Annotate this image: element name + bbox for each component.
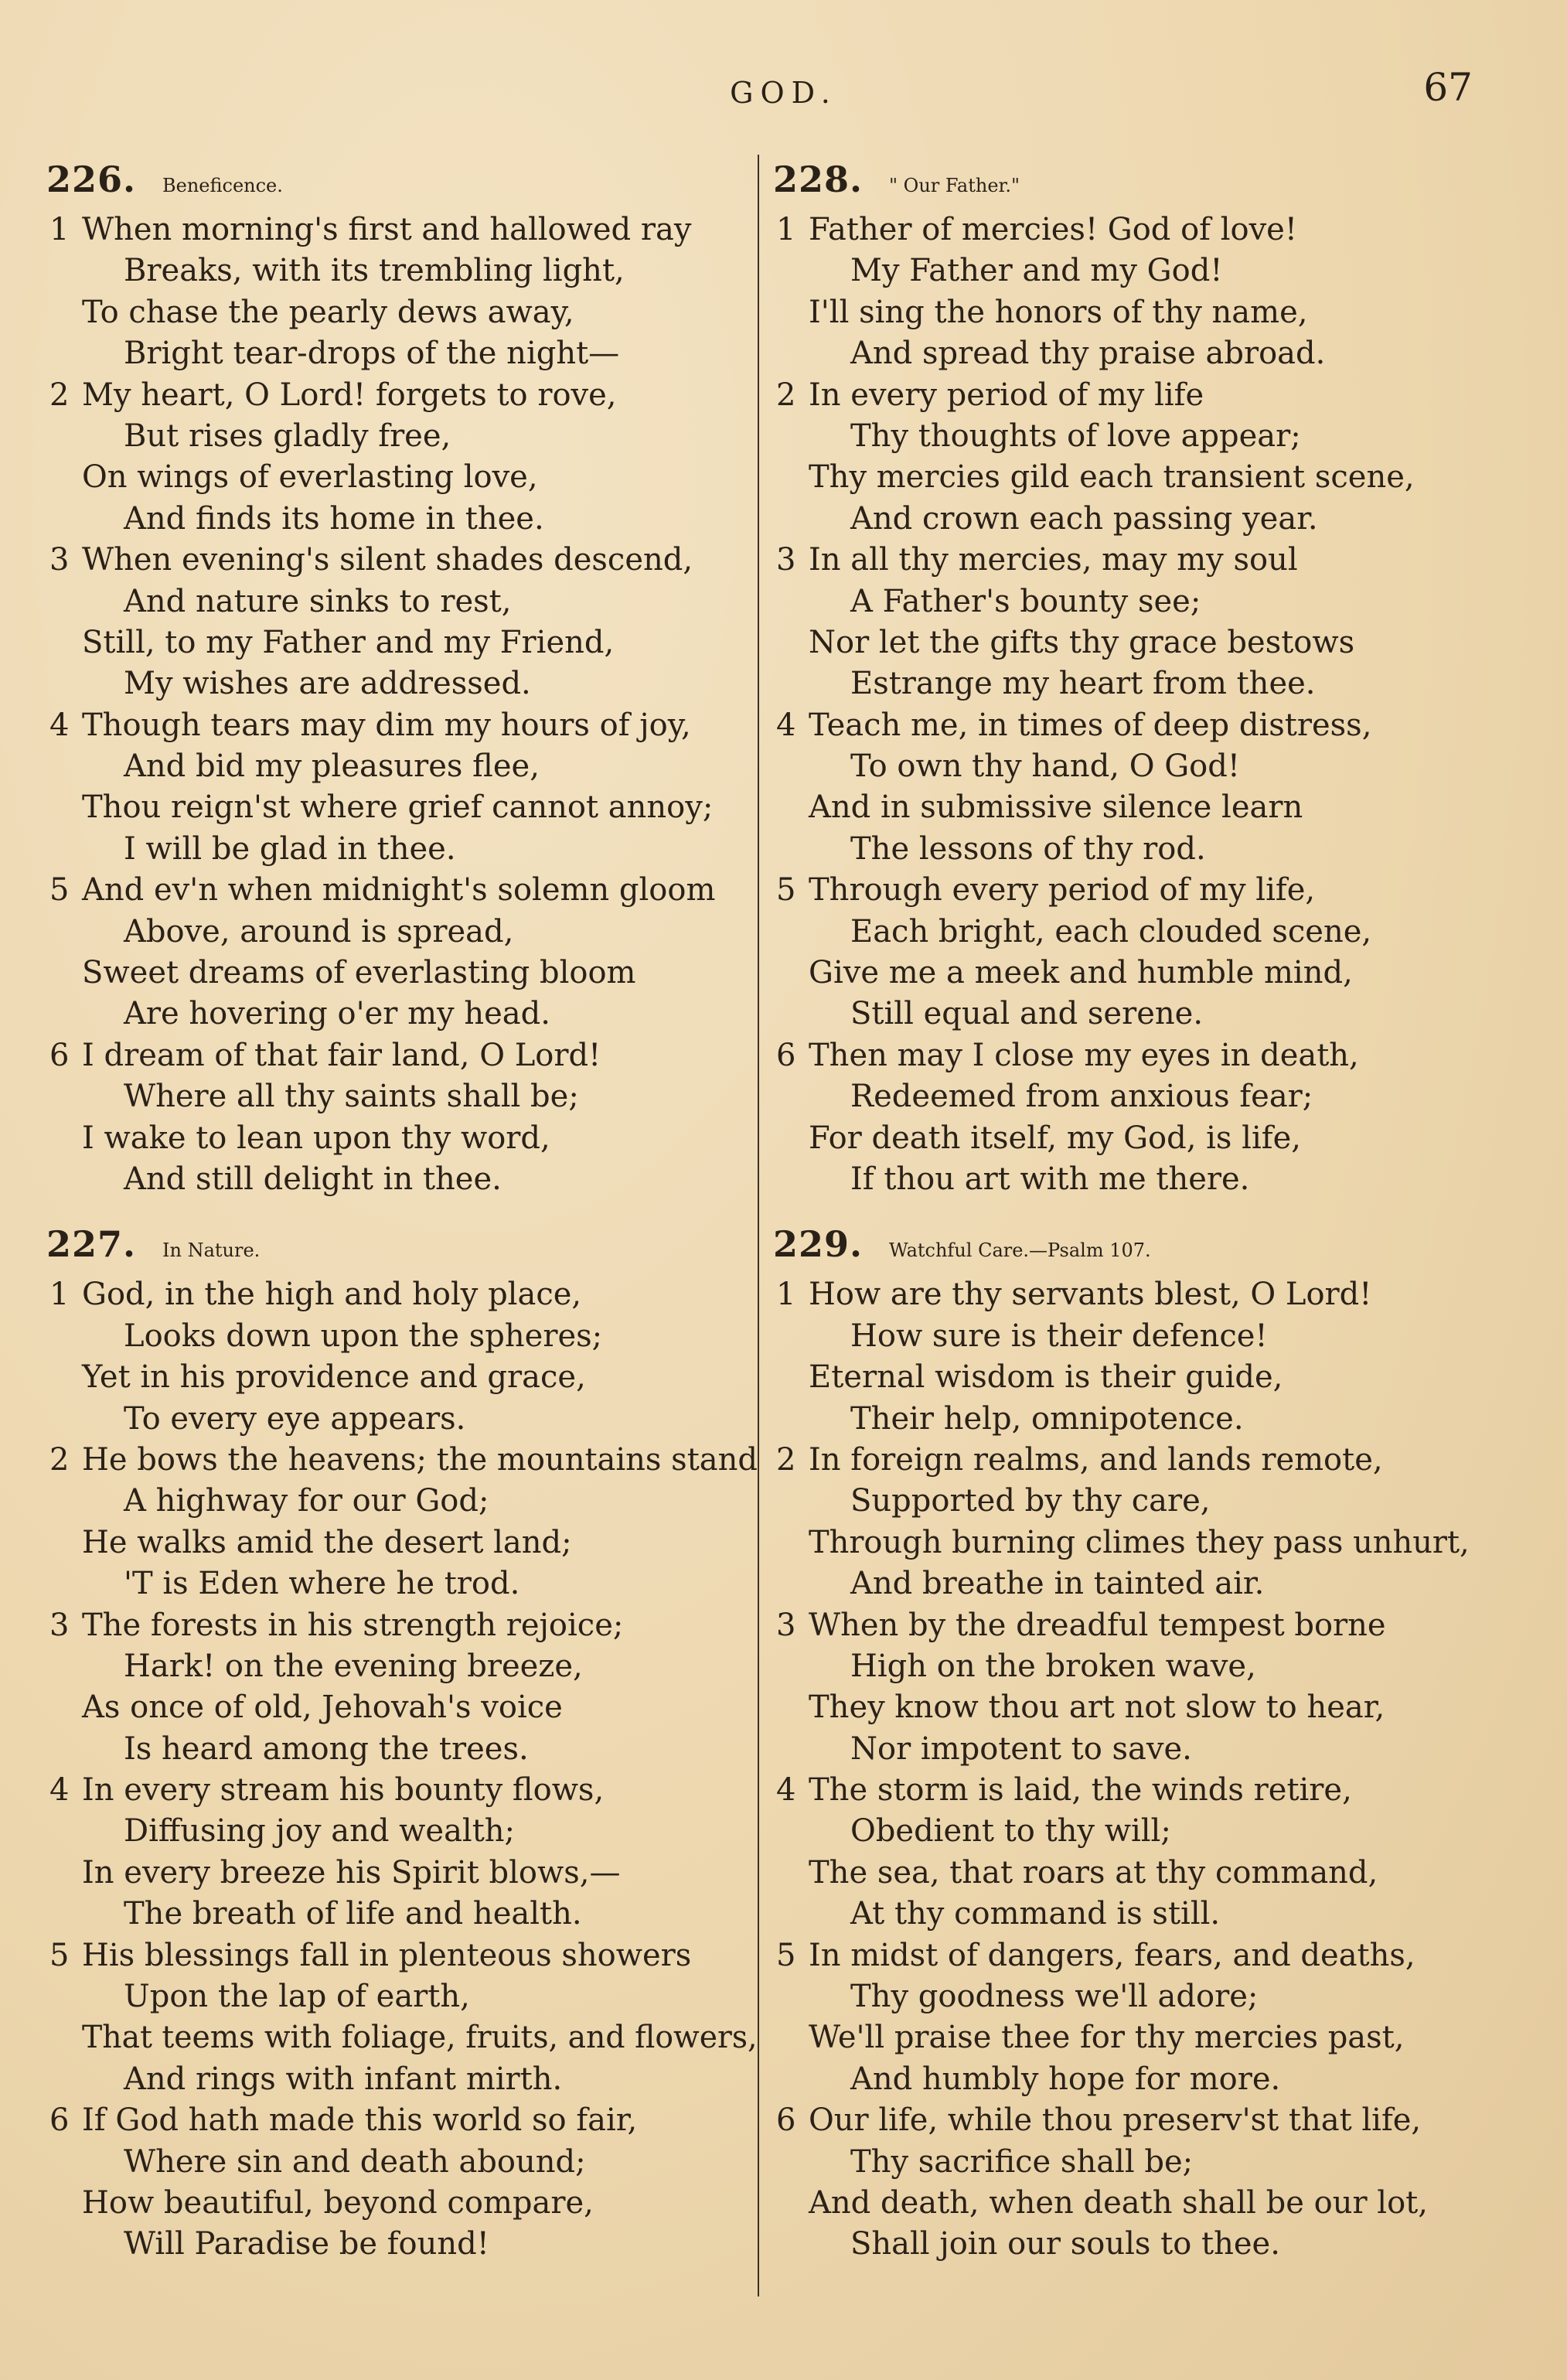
verse — [46, 1770, 758, 1935]
verse-line — [46, 1399, 758, 1440]
verse-number: 3 — [49, 542, 70, 578]
hymn — [773, 1223, 1469, 2265]
verse-line — [773, 457, 1469, 498]
verse-line-text: For death itself, my God, is life, — [809, 1120, 1301, 1156]
verse-line-text: Supported by thy care, — [850, 1483, 1211, 1519]
verse-line-text: High on the broken wave, — [850, 1648, 1256, 1684]
verse-line — [773, 333, 1469, 374]
verse — [773, 1274, 1469, 1440]
verse-line-text: When morning's first and hallowed ray — [82, 212, 692, 247]
verse-line — [46, 1605, 758, 1646]
verse-line-text: Above, around is spread, — [124, 913, 514, 950]
verse-line-text: When evening's silent shades descend, — [82, 542, 693, 578]
verse-line-text: In every stream his bounty flows, — [82, 1772, 605, 1809]
verse-number: 2 — [49, 1441, 70, 1478]
verse-line — [773, 994, 1469, 1035]
verse-line-text: Yet in his providence and grace, — [82, 1359, 586, 1396]
verse-line — [773, 1440, 1469, 1481]
verse-line — [773, 912, 1469, 953]
verse-line — [773, 499, 1469, 540]
verse-number: 1 — [49, 1277, 70, 1313]
verse-line-text: The lessons of thy rod. — [850, 830, 1206, 867]
verse-line — [46, 416, 758, 457]
verse-number: 6 — [776, 1037, 796, 1073]
hymn — [46, 159, 758, 1200]
verse-line — [773, 1770, 1469, 1811]
verse — [46, 540, 758, 705]
verse — [46, 1274, 758, 1440]
verse-line — [773, 1687, 1469, 1728]
verse-line-text: Estrange my heart from thee. — [850, 666, 1316, 702]
verse-line — [46, 210, 758, 251]
verse-line-text: To own thy hand, O God! — [850, 748, 1240, 785]
verse-line-text: If thou art with me there. — [850, 1161, 1250, 1197]
verse-line-text: His blessings fall in plenteous showers — [82, 1937, 692, 1973]
verse-line-text: Through every period of my life, — [809, 872, 1316, 909]
verse-line — [46, 1159, 758, 1200]
verse-line — [46, 1894, 758, 1935]
verse-line — [773, 2142, 1469, 2183]
verse-line-text: To every eye appears. — [124, 1400, 466, 1437]
hymn-title: Beneficence. — [162, 175, 283, 196]
verse-line-text: At thy command is still. — [850, 1896, 1221, 1932]
verse — [46, 1935, 758, 2101]
verse-line — [46, 1687, 758, 1728]
verse-line-text: Obedient to thy will; — [850, 1813, 1171, 1850]
verse-line — [46, 746, 758, 787]
verse-line — [46, 251, 758, 292]
verse-line-text: In midst of dangers, fears, and deaths, — [809, 1937, 1415, 1973]
verse-number: 6 — [49, 1037, 70, 1073]
hymn-number: 227. — [46, 1223, 137, 1266]
verse-line — [46, 663, 758, 704]
verse-line-text: They know thou art not slow to hear, — [809, 1690, 1385, 1726]
verse-line-text: In every breeze his Spirit blows,— — [82, 1854, 621, 1891]
verse-line-text: I'll sing the honors of thy name, — [809, 294, 1308, 330]
verse-line — [46, 2224, 758, 2265]
hymn-title: " Our Father." — [889, 175, 1020, 196]
verse-line-text: Is heard among the trees. — [124, 1730, 529, 1767]
verse-line-text: Still, to my Father and my Friend, — [82, 624, 615, 660]
verse-number: 2 — [776, 377, 796, 413]
verse-line — [773, 1605, 1469, 1646]
verse-line-text: Their help, omnipotence. — [850, 1400, 1244, 1437]
verse-line-text: In all thy mercies, may my soul — [809, 542, 1298, 578]
verse-line — [46, 2100, 758, 2141]
verse-line — [46, 994, 758, 1035]
verse-line — [773, 1159, 1469, 1200]
verse-number: 6 — [776, 2102, 796, 2139]
verse-line-text: But rises gladly free, — [124, 418, 451, 454]
verse-line — [773, 2224, 1469, 2265]
verse-line-text: A highway for our God; — [124, 1483, 489, 1519]
verse — [46, 1605, 758, 1771]
verse-line — [773, 1399, 1469, 1440]
verse — [773, 540, 1469, 705]
verse-line-text: Eternal wisdom is their guide, — [809, 1359, 1283, 1396]
verse-line-text: Thy thoughts of love appear; — [850, 418, 1301, 454]
verse-line — [46, 2142, 758, 2183]
verse-line-text: To chase the pearly dews away, — [82, 294, 574, 330]
verse-number: 3 — [776, 542, 796, 578]
verse-line-text: My heart, O Lord! forgets to rove, — [82, 377, 617, 413]
hymn-header — [46, 1223, 758, 1274]
verse-line-text: Where all thy saints shall be; — [124, 1079, 579, 1115]
verse-line — [773, 829, 1469, 870]
verse-line-text: And humbly hope for more. — [850, 2061, 1281, 2097]
verse-line-text: I will be glad in thee. — [124, 830, 456, 867]
verse — [773, 870, 1469, 1035]
verse-line — [773, 1811, 1469, 1852]
verse-line — [46, 1646, 758, 1687]
verse — [46, 870, 758, 1035]
verse-number: 1 — [49, 212, 70, 247]
verse-line-text: How sure is their defence! — [850, 1318, 1268, 1354]
hymn-header — [773, 1223, 1469, 1274]
verse — [773, 375, 1469, 540]
hymn-header — [773, 159, 1469, 210]
verse — [46, 375, 758, 540]
verse-line-text: Thou reign'st where grief cannot annoy; — [82, 789, 714, 826]
verse-number: 1 — [776, 1277, 796, 1313]
verse-line-text: Redeemed from anxious fear; — [850, 1079, 1313, 1115]
verse-line-text: And still delight in thee. — [124, 1161, 502, 1197]
verse-line-text: Our life, while thou preserv'st that life, — [809, 2102, 1422, 2139]
verse-line — [773, 622, 1469, 663]
verse-line-text: Upon the lap of earth, — [124, 1979, 470, 2015]
verse-line-text: And ev'n when midnight's solemn gloom — [82, 872, 716, 909]
verse — [773, 1935, 1469, 2101]
verse-line-text: Diffusing joy and wealth; — [124, 1813, 516, 1850]
verse-line-text: And bid my pleasures flee, — [124, 748, 540, 785]
verse-line-text: He walks amid the desert land; — [82, 1524, 572, 1560]
verse-line-text: How are thy servants blest, O Lord! — [809, 1277, 1372, 1313]
verse — [773, 1605, 1469, 1771]
verse-line — [773, 1522, 1469, 1563]
verse-line-text: Will Paradise be found! — [124, 2226, 489, 2262]
verse-line — [46, 1076, 758, 1117]
verse-line-text: Though tears may dim my hours of joy, — [82, 707, 691, 743]
verse-line — [773, 1894, 1469, 1935]
verse-line — [773, 1976, 1469, 2017]
verse-line — [773, 292, 1469, 333]
verse-line-text: Where sin and death abound; — [124, 2143, 586, 2180]
verse-line-text: We'll praise thee for thy mercies past, — [809, 2020, 1405, 2056]
verse-number: 5 — [776, 872, 796, 909]
verse-line — [46, 1563, 758, 1604]
verse-line — [773, 870, 1469, 911]
verse-line — [773, 1076, 1469, 1117]
verse-line-text: Nor impotent to save. — [850, 1730, 1192, 1767]
verse-line-text: My Father and my God! — [850, 253, 1223, 289]
verse — [46, 1440, 758, 1605]
verse-line-text: On wings of everlasting love, — [82, 459, 538, 496]
verse-line-text: The storm is laid, the winds retire, — [809, 1772, 1352, 1809]
verse-line-text: God, in the high and holy place, — [82, 1277, 582, 1313]
verse-line — [46, 1853, 758, 1894]
verse-line — [46, 1770, 758, 1811]
verse-line — [773, 1274, 1469, 1315]
verse-line — [773, 705, 1469, 746]
verse-line — [46, 1274, 758, 1315]
verse-line — [46, 912, 758, 953]
verse-line-text: Then may I close my eyes in death, — [809, 1037, 1359, 1073]
verse-line — [46, 457, 758, 498]
verse-line-text: The forests in his strength rejoice; — [82, 1607, 624, 1643]
verse-number: 1 — [776, 212, 796, 247]
verse-line-text: And death, when death shall be our lot, — [809, 2184, 1428, 2221]
verse-line — [46, 581, 758, 622]
hymn — [773, 159, 1469, 1200]
verse-number: 4 — [49, 1772, 70, 1809]
verse — [46, 2100, 758, 2266]
verse-line — [773, 2059, 1469, 2100]
verse-line — [46, 1118, 758, 1159]
verse-line-text: 'T is Eden where he trod. — [124, 1566, 520, 1602]
verse-line-text: Are hovering o'er my head. — [124, 996, 550, 1032]
verse-line — [773, 1935, 1469, 1976]
verse-line — [46, 953, 758, 994]
verse — [773, 210, 1469, 375]
verse-line-text: Thy sacrifice shall be; — [850, 2143, 1194, 2180]
verse-line-text: He bows the heavens; the mountains stand — [82, 1441, 758, 1478]
verse-line-text: In every period of my life — [809, 377, 1204, 413]
left-column — [46, 159, 758, 2289]
verse-line — [773, 1481, 1469, 1522]
verse-number: 2 — [776, 1441, 796, 1478]
verse-line-text: Thy goodness we'll adore; — [850, 1979, 1259, 2015]
hymn-number: 228. — [773, 159, 864, 200]
verse-line-text: And spread thy praise abroad. — [850, 336, 1326, 372]
verse-line — [46, 1440, 758, 1481]
verse-line-text: And in submissive silence learn — [809, 789, 1303, 826]
verse — [46, 210, 758, 375]
verse-number: 4 — [776, 1772, 796, 1809]
verse-line — [773, 210, 1469, 251]
verse-line-text: Still equal and serene. — [850, 996, 1204, 1032]
verse-line — [46, 1522, 758, 1563]
verse-number: 2 — [49, 377, 70, 413]
verse-number: 5 — [776, 1937, 796, 1973]
verse-line-text: And breathe in tainted air. — [850, 1566, 1265, 1602]
verse-line — [46, 2059, 758, 2100]
verse-line-text: Give me a meek and humble mind, — [809, 955, 1353, 991]
verse-number: 6 — [49, 2102, 70, 2139]
verse-line-text: Nor let the gifts thy grace bestows — [809, 624, 1355, 660]
verse-line — [773, 746, 1469, 787]
verse-line-text: Teach me, in times of deep distress, — [809, 707, 1372, 743]
hymn-number: 226. — [46, 159, 137, 200]
verse-line-text: Each bright, each clouded scene, — [850, 913, 1372, 950]
verse-line-text: Bright tear-drops of the night— — [124, 336, 620, 372]
verse-line-text: Sweet dreams of everlasting bloom — [82, 955, 636, 991]
verse-line-text: Hark! on the evening breeze, — [124, 1648, 583, 1684]
verse — [773, 2100, 1469, 2266]
verse-line — [773, 953, 1469, 994]
verse-line — [773, 1563, 1469, 1604]
verse-line — [46, 1729, 758, 1770]
verse-line-text: That teems with foliage, fruits, and flowers, — [82, 2020, 758, 2056]
hymn-title: In Nature. — [162, 1239, 261, 1262]
hymn-number: 229. — [773, 1223, 864, 1266]
verse — [773, 1770, 1469, 1935]
verse-line-text: And nature sinks to rest, — [124, 583, 512, 619]
verse-line — [46, 829, 758, 870]
verse — [773, 705, 1469, 871]
verse-number: 3 — [49, 1607, 70, 1643]
verse-line — [773, 2183, 1469, 2224]
verse-line — [46, 1481, 758, 1522]
verse-line-text: And crown each passing year. — [850, 500, 1318, 537]
hymn-title: Watchful Care.—Psalm 107. — [889, 1239, 1151, 1262]
verse-line — [46, 1316, 758, 1357]
hymn-header — [46, 159, 758, 210]
verse — [773, 1035, 1469, 1201]
verse-line — [773, 787, 1469, 828]
verse-line — [46, 870, 758, 911]
verse-line — [773, 2017, 1469, 2058]
verse-line-text: I dream of that fair land, O Lord! — [82, 1037, 601, 1073]
verse — [773, 1440, 1469, 1605]
verse-line — [46, 333, 758, 374]
verse-line — [773, 663, 1469, 704]
verse-line — [773, 1316, 1469, 1357]
verse-line — [46, 292, 758, 333]
verse-line-text: Looks down upon the spheres; — [124, 1318, 603, 1354]
verse-line-text: Through burning climes they pass unhurt, — [809, 1524, 1470, 1560]
verse-line-text: Breaks, with its trembling light, — [124, 253, 625, 289]
verse-line — [46, 375, 758, 416]
verse-line-text: And finds its home in thee. — [124, 500, 544, 537]
verse-line-text: My wishes are addressed. — [124, 666, 531, 702]
verse-line — [773, 581, 1469, 622]
verse — [46, 1035, 758, 1201]
verse-line — [773, 540, 1469, 581]
verse-line — [46, 1811, 758, 1852]
verse-line — [46, 705, 758, 746]
hymn — [46, 1223, 758, 2265]
verse-line — [46, 1935, 758, 1976]
verse-line-text: In foreign realms, and lands remote, — [809, 1441, 1383, 1478]
running-title: GOD. — [730, 76, 837, 110]
verse-line — [46, 499, 758, 540]
verse-line-text: The breath of life and health. — [124, 1896, 582, 1932]
verse-number: 4 — [776, 707, 796, 743]
verse-line — [773, 375, 1469, 416]
verse-number: 5 — [49, 1937, 70, 1973]
verse-line — [46, 1976, 758, 2017]
verse-line — [46, 2183, 758, 2224]
verse-line — [773, 251, 1469, 292]
verse-line — [46, 2017, 758, 2058]
verse-number: 3 — [776, 1607, 796, 1643]
verse-line-text: Shall join our souls to thee. — [850, 2226, 1280, 2262]
verse-line — [773, 2100, 1469, 2141]
verse-line-text: How beautiful, beyond compare, — [82, 2184, 594, 2221]
verse-line — [773, 1118, 1469, 1159]
page-number: 67 — [1423, 65, 1473, 110]
verse-line — [773, 1646, 1469, 1687]
verse-line — [46, 1357, 758, 1398]
verse-line-text: Father of mercies! God of love! — [809, 212, 1297, 247]
verse-line-text: As once of old, Jehovah's voice — [82, 1690, 563, 1726]
verse-line — [46, 1035, 758, 1076]
verse-line-text: If God hath made this world so fair, — [82, 2102, 638, 2139]
verse-line-text: Thy mercies gild each transient scene, — [809, 459, 1415, 496]
verse-line-text: A Father's bounty see; — [850, 583, 1201, 619]
verse-line-text: The sea, that roars at thy command, — [809, 1854, 1378, 1891]
verse-number: 4 — [49, 707, 70, 743]
verse — [46, 705, 758, 871]
verse-line-text: I wake to lean upon thy word, — [82, 1120, 550, 1156]
verse-line-text: When by the dreadful tempest borne — [809, 1607, 1386, 1643]
verse-line — [773, 1035, 1469, 1076]
verse-line — [46, 540, 758, 581]
column-divider — [758, 155, 759, 2296]
verse-line — [773, 1357, 1469, 1398]
right-column — [773, 159, 1469, 2289]
verse-line — [46, 787, 758, 828]
verse-line — [773, 416, 1469, 457]
verse-number: 5 — [49, 872, 70, 909]
verse-line-text: And rings with infant mirth. — [124, 2061, 563, 2097]
verse-line — [773, 1853, 1469, 1894]
verse-line — [46, 622, 758, 663]
verse-line — [773, 1729, 1469, 1770]
